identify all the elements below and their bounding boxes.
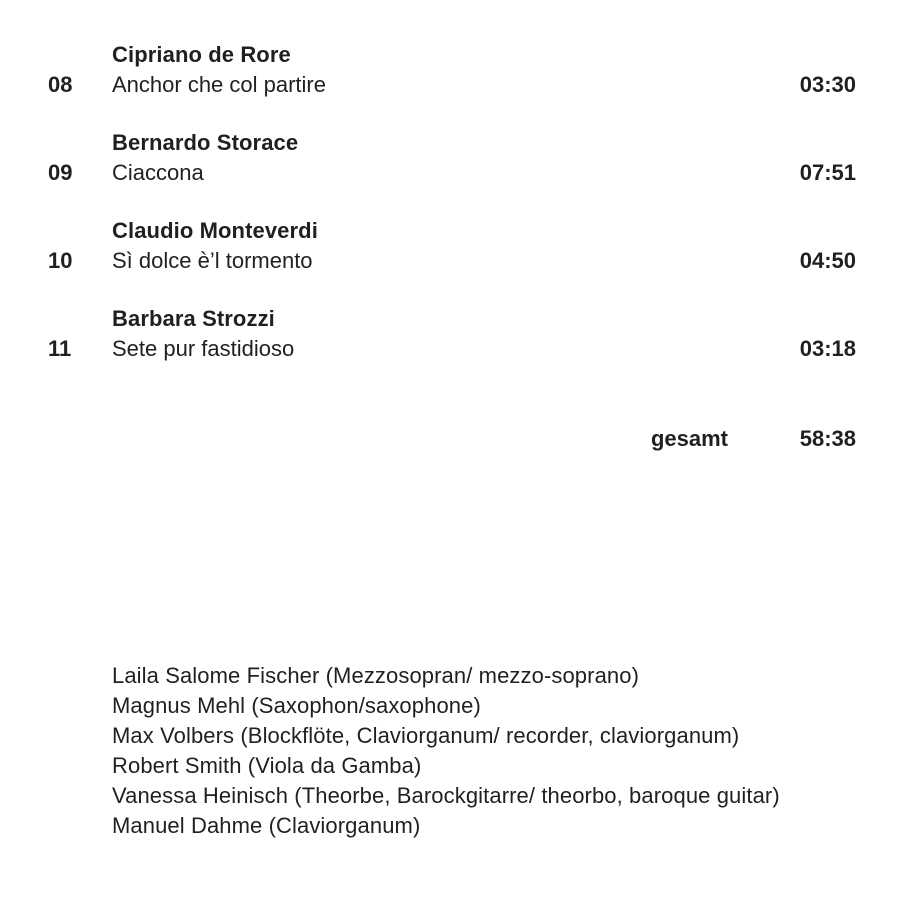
credit-line: Max Volbers (Blockflöte, Claviorganum/ recorder, claviorganum)	[112, 723, 740, 748]
track-number: 11	[48, 335, 72, 361]
credit-line: Laila Salome Fischer (Mezzosopran/ mezzo-soprano)	[112, 663, 640, 688]
track-duration: 07:51	[799, 159, 856, 185]
track-number: 09	[48, 159, 73, 185]
track-title: Sì dolce è’l tormento	[112, 247, 313, 273]
credit-line: Vanessa Heinisch (Theorbe, Barockgitarre/ theorbo, baroque guitar)	[112, 783, 780, 808]
total-label: gesamt	[650, 426, 728, 451]
track-number: 10	[48, 247, 73, 273]
track-row	[48, 128, 856, 187]
track-number: 08	[48, 71, 73, 97]
track-title: Anchor che col partire	[112, 71, 326, 97]
track-composer: Claudio Monteverdi	[112, 218, 318, 243]
track-row	[48, 216, 856, 275]
track-title: Ciaccona	[112, 159, 204, 185]
track-row	[48, 304, 856, 363]
track-composer: Barbara Strozzi	[112, 306, 275, 331]
total-row	[48, 424, 856, 454]
performer-credits	[112, 661, 780, 841]
credit-line: Robert Smith (Viola da Gamba)	[112, 753, 422, 778]
tracklist	[48, 40, 856, 454]
track-composer: Cipriano de Rore	[112, 42, 291, 67]
track-title: Sete pur fastidioso	[112, 335, 295, 361]
credit-line: Magnus Mehl (Saxophon/saxophone)	[112, 693, 481, 718]
track-duration: 03:30	[799, 71, 856, 97]
track-row	[48, 40, 856, 99]
total-duration: 58:38	[799, 426, 856, 451]
track-duration: 04:50	[799, 247, 856, 273]
credit-line: Manuel Dahme (Claviorganum)	[112, 813, 421, 838]
track-duration: 03:18	[799, 335, 856, 361]
track-composer: Bernardo Storace	[112, 130, 299, 155]
